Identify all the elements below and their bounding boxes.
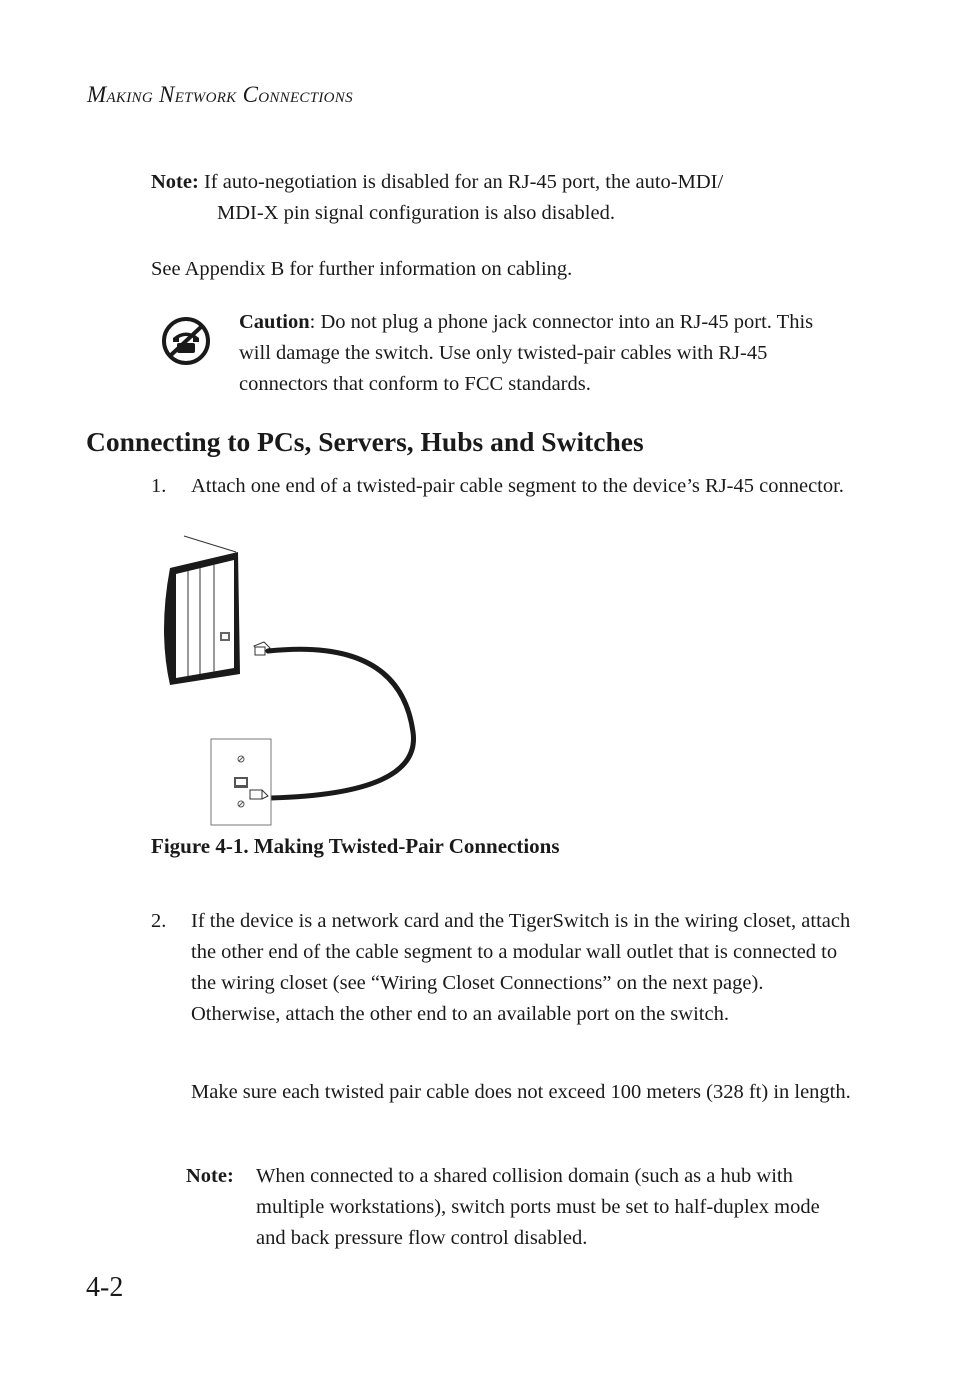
step-1 xyxy=(151,471,851,502)
wall-outlet-illustration xyxy=(211,739,271,825)
step-number: 1. xyxy=(151,475,167,497)
figure-caption: Figure 4-1. Making Twisted-Pair Connections xyxy=(151,834,560,858)
caution-body: : Do not plug a phone jack connector into an RJ-45 port. This will damage the switch. Use only twisted-pair cables with RJ-45 connectors that conform to FCC standards. xyxy=(239,311,814,395)
cable-length-paragraph: Make sure each twisted pair cable does not exceed 100 meters (328 ft) in length. xyxy=(191,1081,851,1103)
note-line-2: MDI-X pin signal configuration is also disabled. xyxy=(217,202,615,224)
running-head-word-1: MAKING xyxy=(87,82,153,107)
step-2 xyxy=(151,906,851,1030)
see-appendix-text: See Appendix B for further information on cabling. xyxy=(151,258,573,280)
step-text: If the device is a network card and the TigerSwitch is in the wiring closet, attach the other end of the cable segment to a modular wall outlet that is connected to the wiring closet (see “Wiring Closet Connections” on the next page). Otherwise, attach the other end to an available port on the switch. xyxy=(191,910,851,1025)
step-number: 2. xyxy=(151,910,167,932)
note-label: Note: xyxy=(151,171,199,193)
note-shared-collision-domain xyxy=(186,1161,846,1254)
phone-jack-prohibited-icon xyxy=(160,315,212,367)
running-head-word-3: CONNECTIONS xyxy=(242,82,353,107)
caution-text xyxy=(239,307,849,400)
twisted-pair-cable xyxy=(268,649,414,798)
computer-chassis-illustration xyxy=(164,536,240,685)
step-text: Attach one end of a twisted-pair cable segment to the device’s RJ-45 connector. xyxy=(191,475,844,497)
note-auto-negotiation xyxy=(151,167,831,229)
caution-label: Caution xyxy=(239,311,310,333)
note-label: Note: xyxy=(186,1165,234,1187)
twisted-pair-connection-figure xyxy=(150,532,430,832)
note-text: When connected to a shared collision domain (such as a hub with multiple workstations), switch ports must be set to half-duplex mode and back pressure flow control disabled. xyxy=(256,1165,820,1249)
running-head xyxy=(87,82,353,108)
section-title: Connecting to PCs, Servers, Hubs and Switches xyxy=(86,426,644,457)
note-line-1: If auto-negotiation is disabled for an RJ-45 port, the auto-MDI/ xyxy=(203,171,724,193)
page-number: 4-2 xyxy=(86,1272,124,1303)
running-head-word-2: NETWORK xyxy=(159,82,237,107)
